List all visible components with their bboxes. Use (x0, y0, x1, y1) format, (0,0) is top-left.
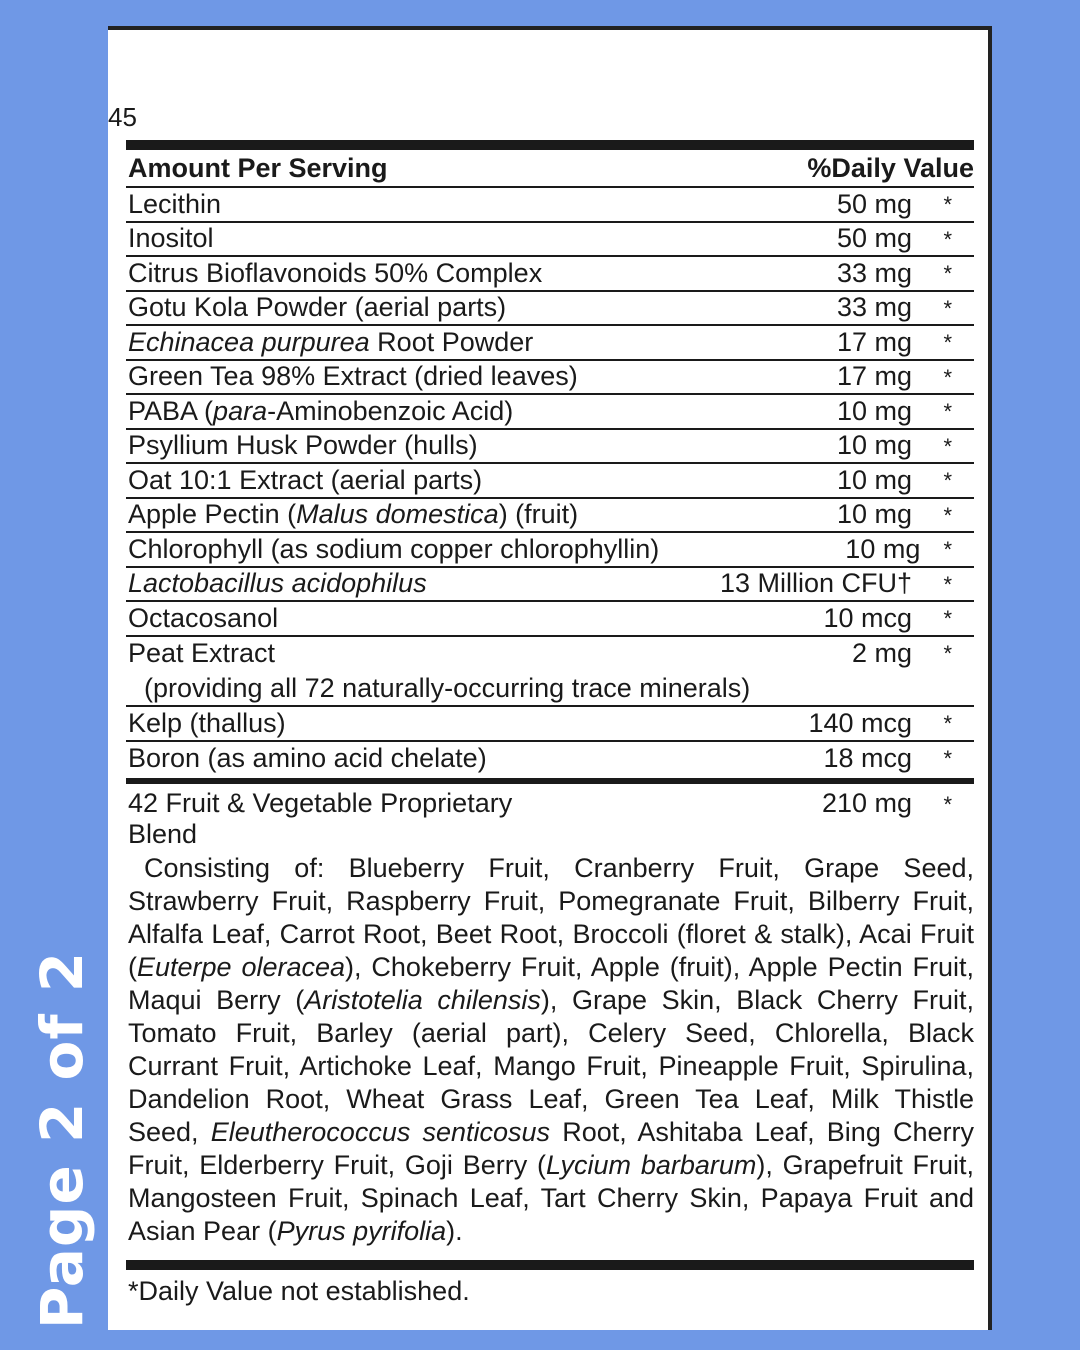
ingredient-name: Inositol (128, 223, 214, 254)
blend-text-italic: Eleutherococcus senticosus (210, 1117, 551, 1147)
blend-text-italic: Euterpe oleracea (137, 952, 346, 982)
amount-per-serving-header: Amount Per Serving (128, 152, 388, 183)
table-row (126, 742, 974, 777)
daily-value: * (943, 745, 952, 771)
ingredient-name-italic: Echinacea purpurea (128, 326, 370, 357)
table-row (126, 533, 974, 568)
ingredient-name: Octacosanol (128, 602, 279, 633)
daily-value: * (943, 468, 952, 493)
proprietary-blend-row (126, 788, 974, 850)
table-row (126, 637, 974, 672)
ingredient-amount: 10 mg (836, 430, 912, 461)
ingredient-amount: 140 mcg (808, 707, 912, 738)
blend-text-italic: Lycium barbarum (546, 1150, 757, 1180)
ingredient-name (126, 568, 582, 599)
table-row (126, 326, 974, 361)
daily-value: * (943, 364, 952, 390)
table-header (126, 150, 974, 188)
daily-value: * (943, 192, 952, 217)
table-row (126, 430, 974, 465)
table-row (126, 257, 974, 292)
ingredient-name-italic: para (213, 395, 268, 426)
blend-text-segment: ). (446, 1216, 463, 1246)
table-row (126, 188, 974, 223)
table-row (126, 499, 974, 534)
ingredient-name-italic: Lactobacillus acidophilus (128, 568, 427, 599)
daily-value-header: %Daily Value (807, 152, 974, 183)
ingredient-amount: 10 mg (845, 533, 921, 564)
ingredient-name-italic: Malus domestica (296, 499, 499, 530)
ingredient-name (126, 327, 582, 358)
daily-value: * (943, 711, 952, 736)
daily-value: * (943, 330, 952, 355)
ingredient-name: Psyllium Husk Powder (hulls) (128, 430, 478, 461)
ingredient-name: Peat Extract (128, 638, 276, 669)
blend-ingredients-text (126, 852, 974, 1248)
daily-value: * (943, 295, 952, 321)
thick-divider-middle (126, 778, 974, 784)
blend-name: 42 Fruit & Vegetable Proprietary Blend (128, 788, 513, 849)
daily-value: * (943, 537, 952, 562)
ingredient-name-rest: -Aminobenzoic Acid) (267, 395, 514, 426)
ingredient-name-rest: ) (fruit) (498, 499, 579, 530)
ingredient-name: Lecithin (128, 188, 222, 219)
daily-value: * (943, 226, 952, 252)
blend-text-segment: ), Grape Skin, Black Cherry Fruit, Tomato Fruit, Barley (aerial part), Celery Seed, Chlorella, Black Currant Fruit, Artichoke Leaf, Mango Fruit, Pineapple Fruit, Spirulina, Dandelion Root, Wheat Grass Leaf, Green Tea Leaf, Milk Thistle Seed, (128, 985, 974, 1147)
ingredient-amount: 18 mcg (823, 743, 912, 774)
thick-divider-top (126, 140, 974, 150)
ingredient-name: Boron (as amino acid chelate) (128, 743, 487, 774)
page-number: 45 (108, 102, 137, 132)
daily-value: * (943, 261, 952, 286)
daily-value: * (943, 606, 952, 631)
table-row (126, 223, 974, 258)
ingredient-amount: 17 mg (836, 361, 912, 392)
table-row (126, 568, 974, 603)
ingredient-amount: 50 mg (836, 223, 912, 254)
table-row (126, 361, 974, 396)
ingredient-amount: 10 mg (836, 395, 912, 426)
ingredient-name: Oat 10:1 Extract (aerial parts) (128, 464, 483, 495)
ingredient-amount: 10 mg (836, 464, 912, 495)
ingredient-name (126, 396, 582, 427)
daily-value: * (943, 502, 952, 528)
page-indicator-label: Page 2 of 2 (28, 950, 96, 1330)
ingredient-amount: 10 mg (836, 499, 912, 530)
blend-daily-value: * (943, 792, 952, 817)
supplement-facts-table (126, 140, 974, 1307)
peat-extract-note: (providing all 72 naturally-occurring trace minerals) (126, 671, 974, 707)
ingredient-name-rest: Root Powder (369, 326, 534, 357)
supplement-facts-panel (108, 26, 992, 1330)
blend-amount: 210 mg (821, 788, 912, 818)
ingredient-name (126, 499, 582, 530)
daily-value: * (943, 640, 952, 666)
ingredient-name-pre: Apple Pectin ( (128, 499, 297, 530)
blend-text-segment: Root, Ashitaba Leaf, Bing Cherry Fruit, Elderberry Fruit, Goji Berry ( (128, 1117, 975, 1180)
thick-divider-bottom (126, 1260, 974, 1270)
daily-value-footnote: *Daily Value not established. (128, 1276, 470, 1306)
ingredient-amount: 33 mg (836, 292, 912, 323)
blend-text-italic: Aristotelia chilensis (304, 985, 541, 1015)
ingredient-name: Gotu Kola Powder (aerial parts) (128, 292, 507, 323)
table-row (126, 707, 974, 742)
ingredient-name: Citrus Bioflavonoids 50% Complex (128, 257, 543, 288)
blend-text-segment: ), Grapefruit Fruit, Mangosteen Fruit, Spinach Leaf, Tart Cherry Skin, Papaya Fruit and Asian Pear ( (128, 1150, 974, 1246)
ingredient-amount: 50 mg (836, 188, 912, 219)
ingredient-amount: 33 mg (836, 257, 912, 288)
blend-text-italic: Pyrus pyrifolia (276, 1216, 447, 1246)
ingredient-amount: 10 mcg (823, 602, 912, 633)
daily-value: * (943, 399, 952, 424)
ingredient-name: Chlorophyll (as sodium copper chlorophyllin) (128, 533, 660, 564)
blend-text-segment: Consisting of: Blueberry Fruit, Cranberry Fruit, Grape Seed, Strawberry Fruit, Raspberry Fruit, Pomegranate Fruit, Bilberry Fruit, Alfalfa Leaf, Carrot Root, Beet Root, Broccoli (floret & stalk), Acai Fruit ( (128, 853, 974, 982)
table-row (126, 395, 974, 430)
daily-value: * (943, 433, 952, 459)
table-row (126, 602, 974, 637)
ingredient-name: Kelp (thallus) (128, 707, 286, 738)
ingredient-amount: 17 mg (836, 326, 912, 357)
ingredient-name: Green Tea 98% Extract (dried leaves) (128, 361, 578, 392)
blend-text-segment: ), Chokeberry Fruit, Apple (fruit), Apple Pectin Fruit, Maqui Berry ( (128, 952, 974, 1015)
table-row (126, 292, 974, 327)
daily-value: * (943, 571, 952, 597)
table-row (126, 464, 974, 499)
ingredient-name-pre: PABA ( (128, 395, 214, 426)
ingredient-amount: 13 Million CFU† (719, 568, 912, 599)
ingredient-amount: 2 mg (851, 638, 912, 669)
